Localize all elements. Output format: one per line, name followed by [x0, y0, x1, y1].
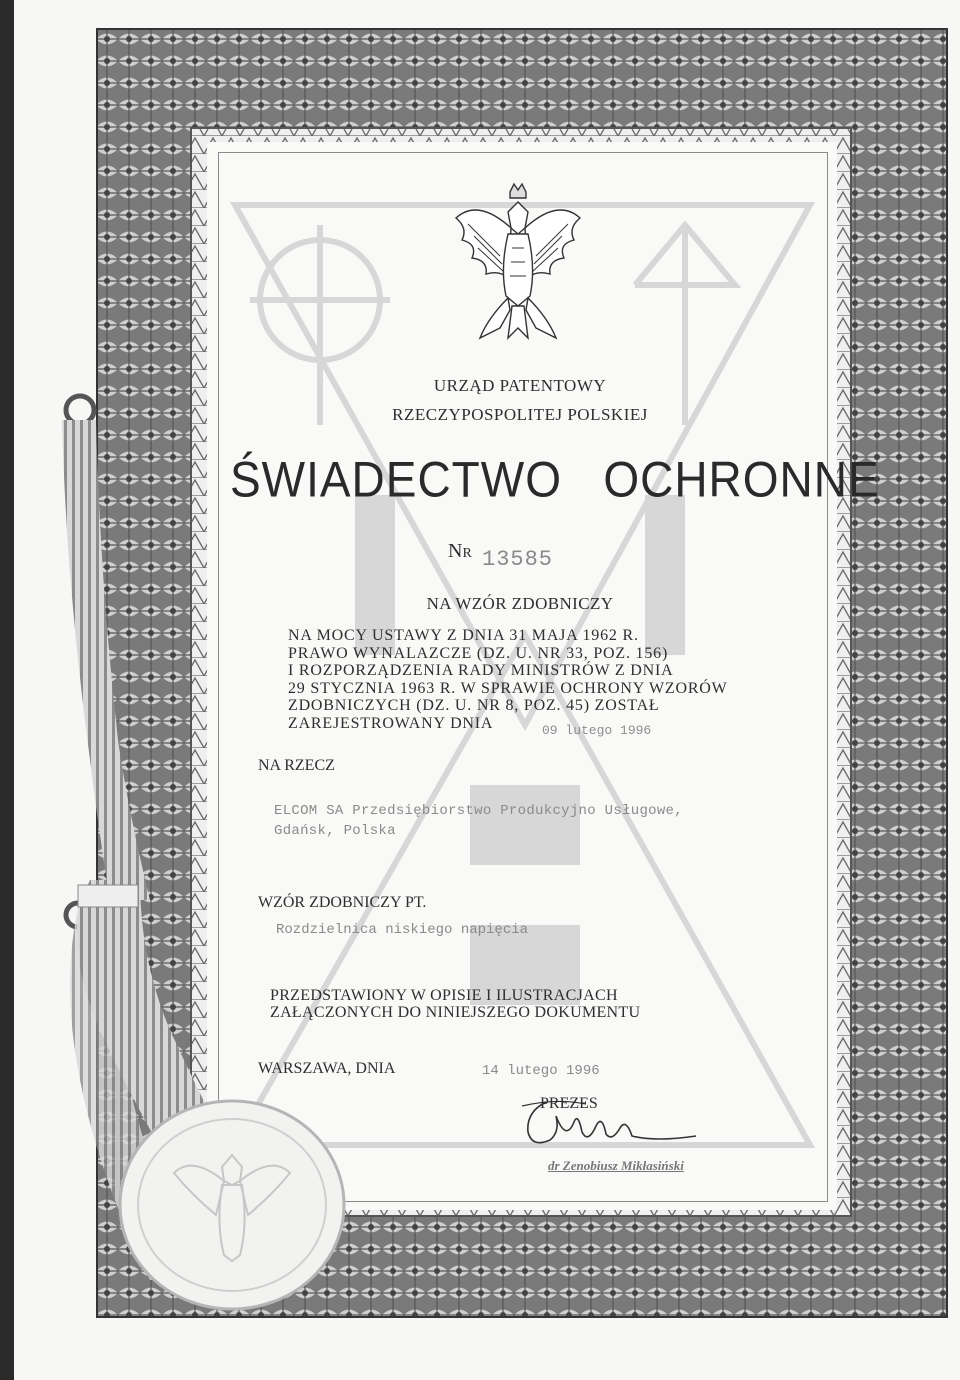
legal-line: ZAREJESTROWANY DNIA	[288, 714, 494, 732]
certificate-number: 13585	[482, 547, 554, 572]
certificate-title: ŚWIADECTWO OCHRONNE	[230, 450, 880, 508]
issue-place-label: WARSZAWA, DNIA	[258, 1060, 396, 1077]
signer-role: PREZES	[540, 1095, 598, 1112]
design-label: WZÓR ZDOBNICZY PT.	[258, 894, 427, 911]
number-label: Nr	[448, 540, 472, 562]
legal-line: NA MOCY USTAWY Z DNIA 31 MAJA 1962 R.	[288, 627, 639, 644]
legal-line: 29 STYCZNIA 1963 R. W SPRAWIE OCHRONY WZORÓW	[288, 679, 728, 697]
beneficiary-label: NA RZECZ	[258, 757, 335, 774]
document-type: NA WZÓR ZDOBNICZY	[426, 594, 614, 613]
presented-line1: PRZEDSTAWIONY W OPISIE I ILUSTRACJACH	[270, 987, 618, 1004]
office-name-line2: RZECZYPOSPOLITEJ POLSKIEJ	[392, 405, 648, 424]
legal-line: ZDOBNICZYCH (DZ. U. NR 8, POZ. 45) ZOSTAŁ	[288, 697, 660, 714]
office-name-line1: URZĄD PATENTOWY	[433, 376, 607, 395]
presented-line2: ZAŁĄCZONYCH DO NINIEJSZEGO DOKUMENTU	[270, 1004, 641, 1021]
beneficiary-line1: ELCOM SA Przedsiębiorstwo Produkcyjno Usługowe,	[274, 803, 683, 819]
signer-name: dr Zenobiusz Mikłasiński	[548, 1158, 684, 1173]
legal-basis	[288, 627, 768, 732]
registration-date: 09 lutego 1996	[542, 723, 652, 738]
beneficiary-line2: Gdańsk, Polska	[274, 823, 396, 839]
legal-line: PRAWO WYNALAZCZE (DZ. U. NR 33, POZ. 156)	[288, 644, 669, 662]
embossed-seal	[112, 1085, 352, 1325]
legal-line: I ROZPORZĄDZENIA RADY MINISTRÓW Z DNIA	[288, 662, 674, 679]
design-name: Rozdzielnica niskiego napięcia	[276, 922, 529, 938]
polish-eagle-emblem	[448, 178, 588, 348]
issue-date: 14 lutego 1996	[482, 1063, 600, 1079]
